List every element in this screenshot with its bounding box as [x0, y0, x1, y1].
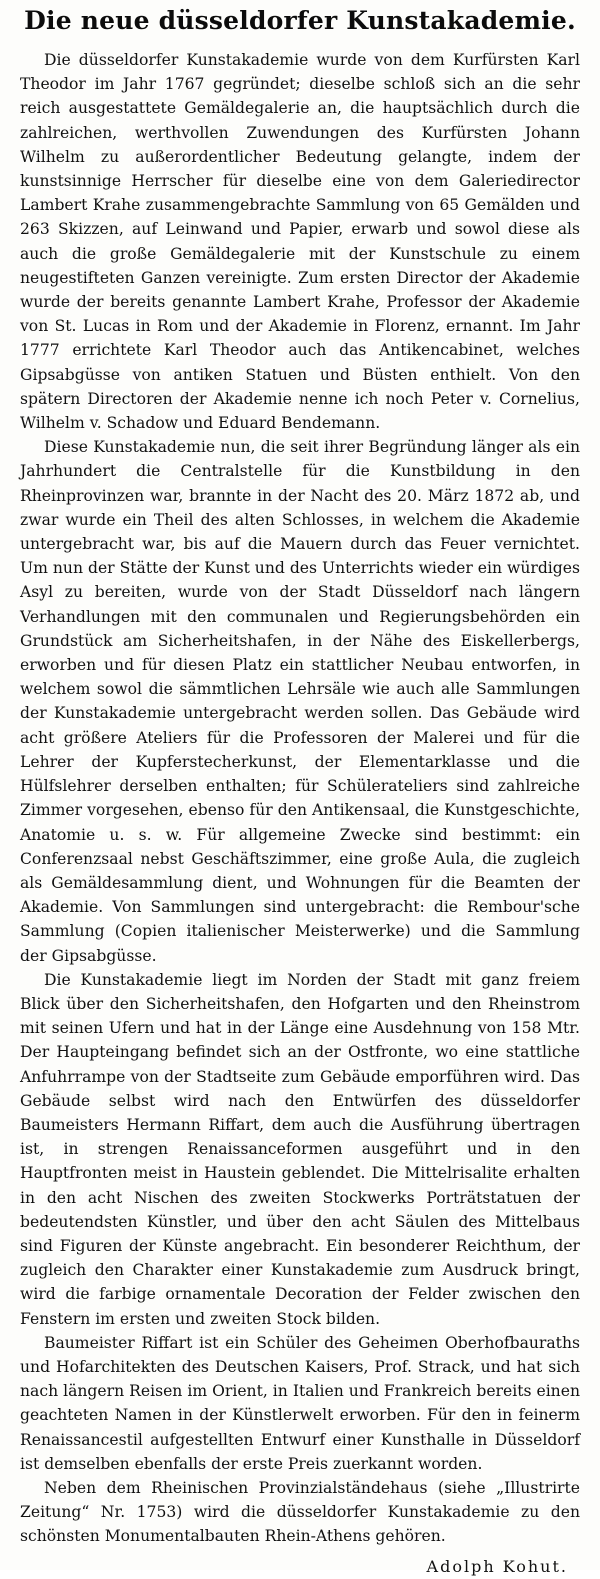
paragraph-fire-and-rebuild: Diese Kunstakademie nun, die seit ihrer Begründung länger als ein Jahrhundert die Centralstelle für die Kunstbildung in den Rheinprovinzen war, brannte in der Nacht des 20. März 1872 ab, und zwar wurde ein Theil des alten Schlosses, in welchem die Akademie untergebracht war, bis auf die Mauern durch das Feuer vernichtet. Um nun der Stätte der Kunst und des Unterrichts wieder ein würdiges Asyl zu bereiten, wurde von der Stadt Düsseldorf nach längern Verhandlungen mit den communalen und Regierungsbehörden ein Grundstück am Sicherheitshafen, in der Nähe des Eiskellerbergs, erworben und für diesen Platz ein stattlicher Neubau entworfen, in welchem sowol die sämmtlichen Lehrsäle wie auch alle Sammlungen der Kunstakademie untergebracht werden sollen. Das Gebäude wird acht größere Ateliers für die Professoren der Malerei und für die Lehrer der Kupferstecherkunst, der Elementarklasse und die Hülfslehrer derselben enthalten; für Schülerateliers sind zahlreiche Zimmer vorgesehen, ebenso für den Antikensaal, die Kunstgeschichte, Anatomie u. s. w. Für allgemeine Zwecke sind bestimmt: ein Conferenzsaal nebst Geschäftszimmer, eine große Aula, die zugleich als Gemäldesammlung dient, und Wohnungen für die Beamten der Akademie. Von Sammlungen sind untergebracht: die Rembour'sche Sammlung (Copien italienischer Meisterwerke) und die Sammlung der Gipsabgüsse.	[20, 438, 580, 965]
article-title: Die neue düsseldorfer Kunstakademie.	[24, 6, 576, 35]
author-signature: Adolph Kohut.	[426, 1556, 568, 1576]
paragraph-history: Die düsseldorfer Kunstakademie wurde von dem Kurfürsten Karl Theodor im Jahr 1767 gegründet; dieselbe schloß sich an die sehr reich ausgestattete Gemäldegalerie an, die hauptsächlich durch die zahlreichen, werthvollen Zuwendungen des Kurfürsten Johann Wilhelm zu außerordentlicher Bedeutung gelangte, indem der kunstsinnige Herrscher für dieselbe eine von dem Galeriedirector Lambert Krahe zusammengebrachte Sammlung von 65 Gemälden und 263 Skizzen, auf Leinwand und Papier, erwarb und sowol diese als auch die große Gemäldegalerie mit der Kunstschule zu einem neugestifteten Ganzen vereinigte. Zum ersten Director der Akademie wurde der bereits genannte Lambert Krahe, Professor der Akademie von St. Lucas in Rom und der Akademie in Florenz, ernannt. Im Jahr 1777 errichtete Karl Theodor auch das Antikencabinet, welches Gipsabgüsse von antiken Statuen und Büsten enthielt. Von den spätern Directoren der Akademie nenne ich noch Peter v. Cornelius, Wilhelm v. Schadow und Eduard Bendemann.	[20, 51, 580, 433]
paragraph-architect: Baumeister Riffart ist ein Schüler des Geheimen Oberhofbauraths und Hofarchitekten des Deutschen Kaisers, Prof. Strack, und hat sich nach längern Reisen im Orient, in Italien und Frankreich bereits einen geachteten Namen in der Künstlerwelt erworben. Für den in feinerm Renaissancestil aufgestellten Entwurf einer Kunsthalle in Düsseldorf ist demselben ebenfalls der erste Preis zuerkannt worden.	[20, 1333, 580, 1473]
paragraph-location-and-design: Die Kunstakademie liegt im Norden der Stadt mit ganz freiem Blick über den Sicherheitshafen, den Hofgarten und den Rheinstrom mit seinen Ufern und hat in der Länge eine Ausdehnung von 158 Mtr. Der Haupteingang befindet sich an der Ostfronte, wo eine stattliche Anfuhrrampe von der Stadtseite zum Gebäude emporführen wird. Das Gebäude selbst wird nach den Entwürfen des düsseldorfer Baumeisters Hermann Riffart, dem auch die Ausführung übertragen ist, in strengen Renaissanceformen ausgeführt und in den Hauptfronten meist in Haustein geblendet. Die Mittelrisalite erhalten in den acht Nischen des zweiten Stockwerks Porträtstatuen der bedeutendsten Künstler, und über den acht Säulen des Mittelbaus sind Figuren der Künste angebracht. Ein besonderer Reichthum, der zugleich den Charakter einer Kunstakademie zum Ausdruck bringt, wird die farbige ornamentale Decoration der Felder zwischen den Fenstern im ersten und zweiten Stock bilden.	[20, 970, 580, 1328]
paragraph-closing: Neben dem Rheinischen Provinzialständehaus (siehe „Illustrirte Zeitung“ Nr. 1753) wird die düsseldorfer Kunstakademie zu den schönsten Monumentalbauten Rhein-Athens gehören.	[20, 1478, 580, 1546]
